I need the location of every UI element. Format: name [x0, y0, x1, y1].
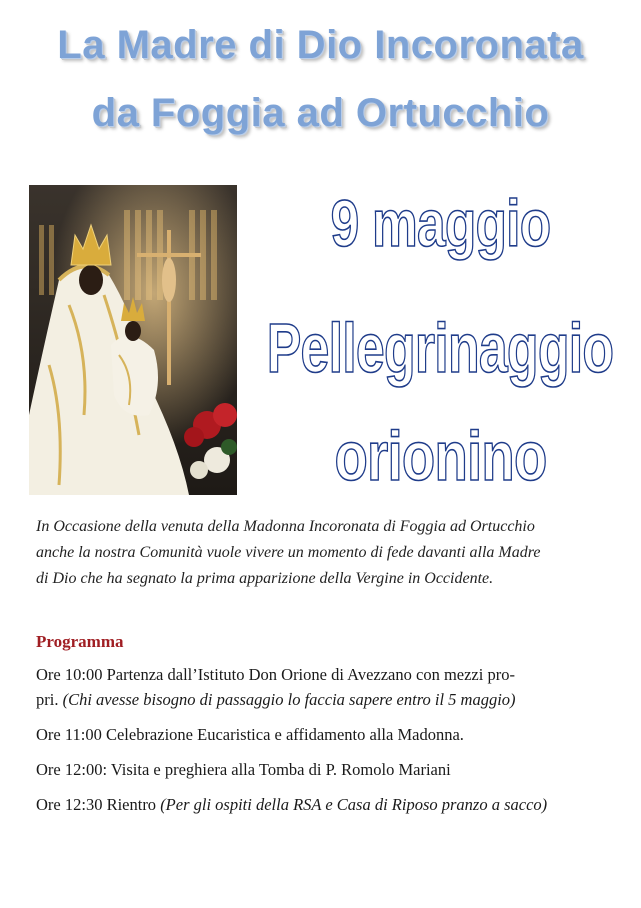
schedule-item-text: Ore 12:00: Visita e preghiera alla Tomba di P. Romolo Mariani	[36, 760, 451, 779]
poster-title-line-1: La Madre di Dio Incoronata	[57, 23, 584, 67]
schedule-item	[36, 757, 611, 782]
program-schedule	[36, 662, 611, 827]
schedule-item-note: (Chi avesse bisogno di passaggio lo faccia sapere entro il 5 maggio)	[62, 690, 516, 709]
headline-date: 9 maggio	[330, 186, 551, 260]
intro-line: di Dio che ha segnato la prima apparizione della Vergine in Occidente.	[36, 570, 494, 587]
intro-line: In Occasione della venuta della Madonna Incoronata di Foggia ad Ortucchio	[36, 518, 535, 535]
madonna-photo	[29, 185, 237, 495]
intro-line: anche la nostra Comunità vuole vivere un momento di fede davanti alla Madre	[36, 544, 541, 561]
program-heading: Programma	[36, 632, 124, 651]
schedule-item-text: pri.	[36, 690, 59, 709]
headline-pellegrinaggio: Pellegrinaggio	[266, 309, 614, 387]
headline-orionino: orionino	[334, 417, 547, 495]
schedule-item-text: Ore 11:00 Celebrazione Eucaristica e affidamento alla Madonna.	[36, 725, 464, 744]
schedule-item	[36, 662, 611, 712]
schedule-item	[36, 722, 611, 747]
schedule-item-note: (Per gli ospiti della RSA e Casa di Riposo pranzo a sacco)	[160, 795, 548, 814]
schedule-item-text: Ore 12:30 Rientro	[36, 795, 157, 814]
schedule-item	[36, 792, 611, 817]
intro-paragraph	[36, 514, 616, 592]
schedule-item-text: Ore 10:00 Partenza dall’Istituto Don Orione di Avezzano con mezzi pro-	[36, 665, 515, 684]
poster-title-line-2: da Foggia ad Ortucchio	[91, 91, 550, 135]
